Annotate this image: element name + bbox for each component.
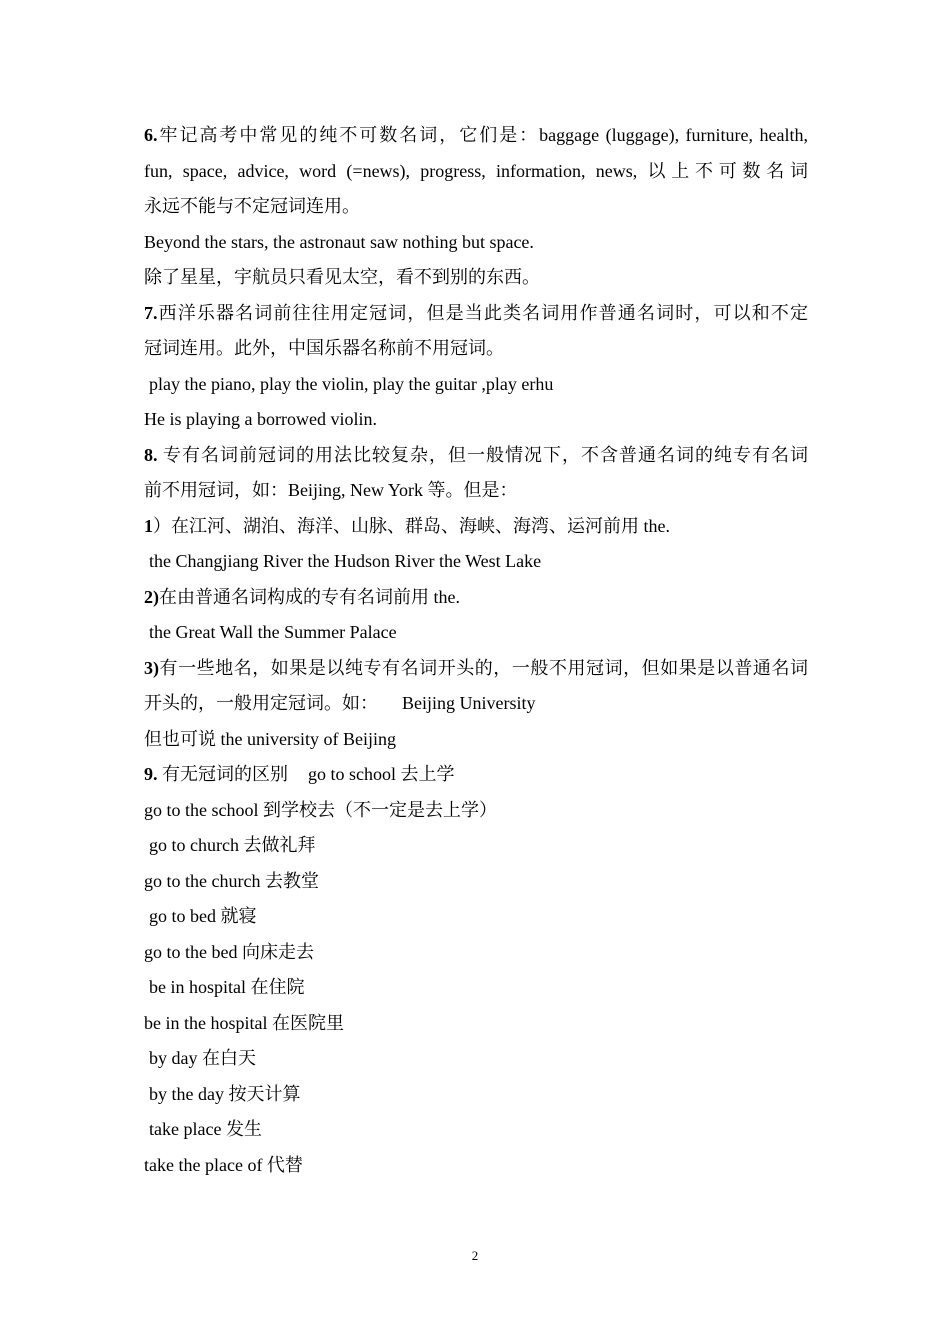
s8-point-1-example: the Changjiang River the Hudson River the West Lake	[149, 551, 542, 571]
s6-example-en: Beyond the stars, the astronaut saw nothing but space.	[144, 231, 534, 252]
s8-point-3-line-2: 开头的，一般用定冠词。如： Beijing University	[144, 693, 536, 713]
s7-line-1: 7.西洋乐器名词前往往用定冠词，但是当此类名词用作普通名词时，可以和不定	[144, 302, 808, 323]
s9-example: go to the school 到学校去（不一定是去上学）	[144, 799, 497, 820]
s9-example: take place 发生	[149, 1119, 262, 1139]
page-number: 2	[471, 1248, 479, 1263]
s9-first-example: go to school 去上学	[308, 764, 455, 784]
s9-example: go to the bed 向床走去	[144, 941, 314, 962]
s9-heading: 9. 有无冠词的区别 go to school 去上学	[144, 764, 455, 784]
s9-number: 9.	[144, 764, 158, 784]
s7-number: 7.	[144, 302, 158, 323]
page-content	[144, 118, 808, 1183]
s8-line-2: 前不用冠词，如：Beijing, New York 等。但是：	[144, 480, 518, 500]
s8-point-1: 1）在江河、湖泊、海洋、山脉、群岛、海峡、海湾、运河前用 the.	[144, 515, 670, 536]
s9-example: go to the church 去教堂	[144, 870, 319, 891]
s6-line-3: 永远不能与不定冠词连用。	[144, 196, 360, 216]
s6-line-2: fun, space, advice, word (=news), progress, information, news, 以上不可数名词	[144, 160, 808, 181]
s6-line-1: 6.牢记高考中常见的纯不可数名词，它们是：baggage (luggage), furniture, health,	[144, 125, 808, 145]
s9-example: by day 在白天	[149, 1048, 256, 1068]
s9-example: go to church 去做礼拜	[149, 835, 316, 855]
s9-example: take the place of 代替	[144, 1154, 303, 1175]
s9-example: by the day 按天计算	[149, 1083, 301, 1104]
s7-example-1: play the piano, play the violin, play the guitar ,play erhu	[149, 373, 554, 394]
s7-line-2: 冠词连用。此外，中国乐器名称前不用冠词。	[144, 338, 504, 358]
s8-point-2: 2)在由普通名词构成的专有名词前用 the.	[144, 586, 460, 607]
s7-example-2: He is playing a borrowed violin.	[144, 409, 377, 429]
s6-example-zh: 除了星星，宇航员只看见太空，看不到别的东西。	[144, 267, 540, 287]
s9-example: be in hospital 在住院	[149, 977, 305, 997]
s9-example: be in the hospital 在医院里	[144, 1012, 344, 1033]
s8-point-2-example: the Great Wall the Summer Palace	[149, 622, 397, 642]
s8-point-3-example: Beijing University	[402, 693, 536, 713]
s8-point-3-line-1: 3)有一些地名，如果是以纯专有名词开头的，一般不用冠词，但如果是以普通名词	[144, 657, 808, 678]
s8-number: 8.	[144, 444, 158, 465]
s9-example: go to bed 就寝	[149, 906, 257, 926]
s8-line-1: 8. 专有名词前冠词的用法比较复杂，但一般情况下，不含普通名词的纯专有名词	[144, 444, 808, 465]
s8-point-3-line-3: 但也可说 the university of Beijing	[144, 728, 396, 749]
s6-number: 6.	[144, 125, 158, 145]
